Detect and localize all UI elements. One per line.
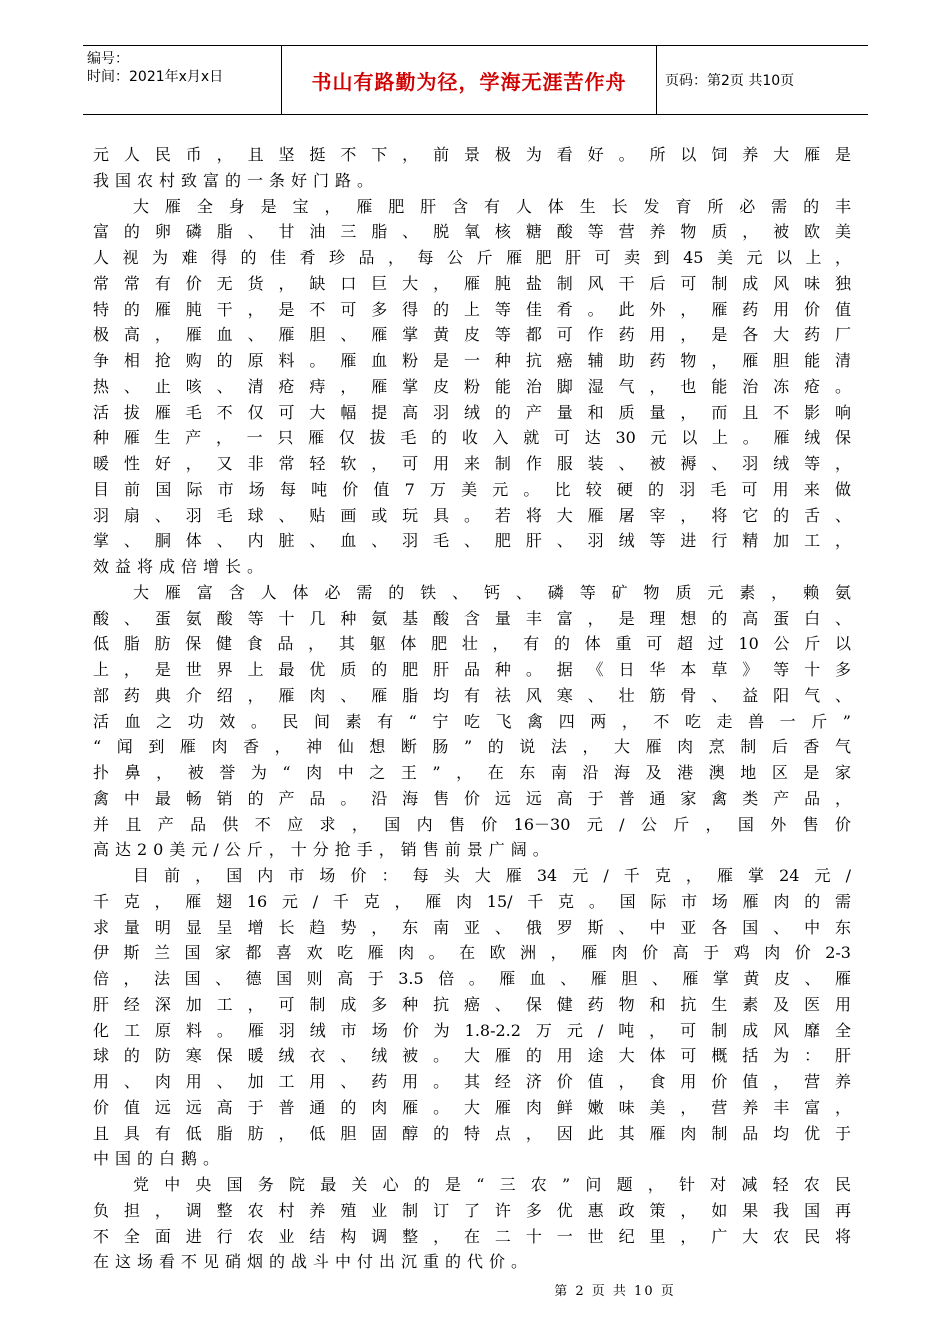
paragraph-start-line: 大雁全身是宝，雁肥肝含有人体生长发育所必需的丰 [133,196,851,216]
text-line: 元人民币，且坚挺不下，前景极为看好。所以饲养大雁是 [93,145,851,164]
text-line: 千克，雁翅16元/千克，雁肉15/千克。国际市场雁肉的需 [93,891,851,911]
document-body [93,142,851,1275]
text-line: 部药典介绍，雁肉、雁脂均有祛风寒、壮筋骨、益阳气、 [93,685,851,705]
text-line: 活拔雁毛不仅可大幅提高羽绒的产量和质量，而且不影响 [93,402,851,422]
text-line: 肝经深加工，可制成多种抗癌、保健药物和抗生素及医用 [93,994,851,1014]
text-line: 求量明显呈增长趋势，东南亚、俄罗斯、中亚各国、中东 [93,917,851,937]
text-line: 高达20美元/公斤，十分抢手，销售前景广阔。 [93,840,555,860]
text-line: 种雁生产，一只雁仅拔毛的收入就可达30元以上。雁绒保 [93,428,851,448]
header-page-info: 页码：第2页 共10页 [665,73,795,89]
text-line: “闻到雁肉香，神仙想断肠”的说法，大雁肉烹制后香气 [93,737,851,757]
text-line: 暖性好，又非常轻软，可用来制作服装、被褥、羽绒等， [93,454,851,473]
text-line: 扑鼻，被誉为“肉中之王”，在东南沿海及港澳地区是家 [93,763,851,782]
text-line: 倍，法国、德国则高于3.5倍。雁血、雁胆、雁掌黄皮、雁 [93,969,851,988]
text-line: 上，是世界上最优质的肥肝品种。据《日华本草》等十多 [93,660,851,679]
text-line: 热、止咳、清疮痔，雁掌皮粉能治脚湿气，也能治冻疮。 [93,376,851,396]
text-line: 我国农村致富的一条好门路。 [93,170,380,190]
text-line: 负担，调整农村养殖业制订了许多优惠政策，如果我国再 [93,1200,851,1220]
text-line: 并且产品供不应求，国内售价16－30元/公斤，国外售价 [93,814,851,834]
page-footer [0,1280,950,1299]
text-line: 低脂肪保健食品，其躯体肥壮，有的体重可超过10公斤以 [93,634,851,654]
footer-page-number: 第 2 页 共 10 页 [554,1284,676,1299]
number-label: 编号： [87,51,129,67]
text-line: 羽扇、羽毛球、贴画或玩具。若将大雁屠宰，将它的舌、 [93,505,851,525]
header-motto: 书山有路勤为径，学海无涯苦作舟 [311,69,627,94]
text-line: 在这场看不见硝烟的战斗中付出沉重的代价。 [93,1252,534,1272]
text-line: 价值远远高于普通的肉雁。大雁肉鲜嫩味美，营养丰富， [93,1097,851,1117]
text-line: 球的防寒保暖绒衣、绒被。大雁的用途大体可概括为：肝 [93,1046,851,1066]
text-line: 中国的白鹅。 [93,1149,226,1169]
text-line: 掌、胴体、内脏、血、羽毛、肥肝、羽绒等进行精加工， [93,531,851,551]
text-line: 用、肉用、加工用、药用。其经济价值，食用价值，营养 [93,1072,851,1091]
text-line: 富的卵磷脂、甘油三脂、脱氧核糖酸等营养物质，被欧美 [93,222,851,242]
text-line: 不全面进行农业结构调整，在二十一世纪里，广大农民将 [93,1226,851,1246]
text-line: 人视为难得的佳肴珍品，每公斤雁肥肝可卖到45美元以上， [93,248,851,267]
text-line: 争相抢购的原料。雁血粉是一种抗癌辅助药物，雁胆能清 [93,351,851,370]
paragraph-start-line: 大雁富含人体必需的铁、钙、磷等矿物质元素，赖氨 [133,582,851,602]
header-divider [656,46,657,114]
text-line: 禽中最畅销的产品。沿海售价远远高于普通家禽类产品， [93,788,851,808]
text-line: 且具有低脂肪，低胆固醇的特点，因此其雁肉制品均优于 [93,1123,851,1143]
text-line: 常常有价无货，缺口巨大，雁肫盐制风干后可制成风味独 [93,273,851,293]
text-line: 目前国际市场每吨价值7万美元。比较硬的羽毛可用来做 [93,479,851,499]
text-line: 极高，雁血、雁胆、雁掌黄皮等都可作药用，是各大药厂 [93,325,851,345]
time-label: 时间：2021年x月x日 [87,69,224,85]
text-line: 活血之功效。民间素有“宁吃飞禽四两，不吃走兽一斤” [93,711,851,731]
text-line: 酸、蛋氨酸等十几种氨基酸含量丰富，是理想的高蛋白、 [93,608,851,628]
text-line: 特的雁肫干，是不可多得的上等佳肴。此外，雁药用价值 [93,299,851,319]
text-line: 伊斯兰国家都喜欢吃雁肉。在欧洲，雁肉价高于鸡肉价2-3 [93,943,851,963]
paragraph-start-line: 目前，国内市场价：每头大雁34元/千克，雁掌24元/ [133,866,851,885]
paragraph-start-line: 党中央国务院最关心的是“三农”问题，针对减轻农民 [133,1175,851,1194]
text-line: 化工原料。雁羽绒市场价为1.8-2.2万元/吨，可制成风靡全 [93,1020,851,1040]
page-header [83,45,868,115]
text-line: 效益将成倍增长。 [93,557,270,576]
header-meta [87,50,277,86]
